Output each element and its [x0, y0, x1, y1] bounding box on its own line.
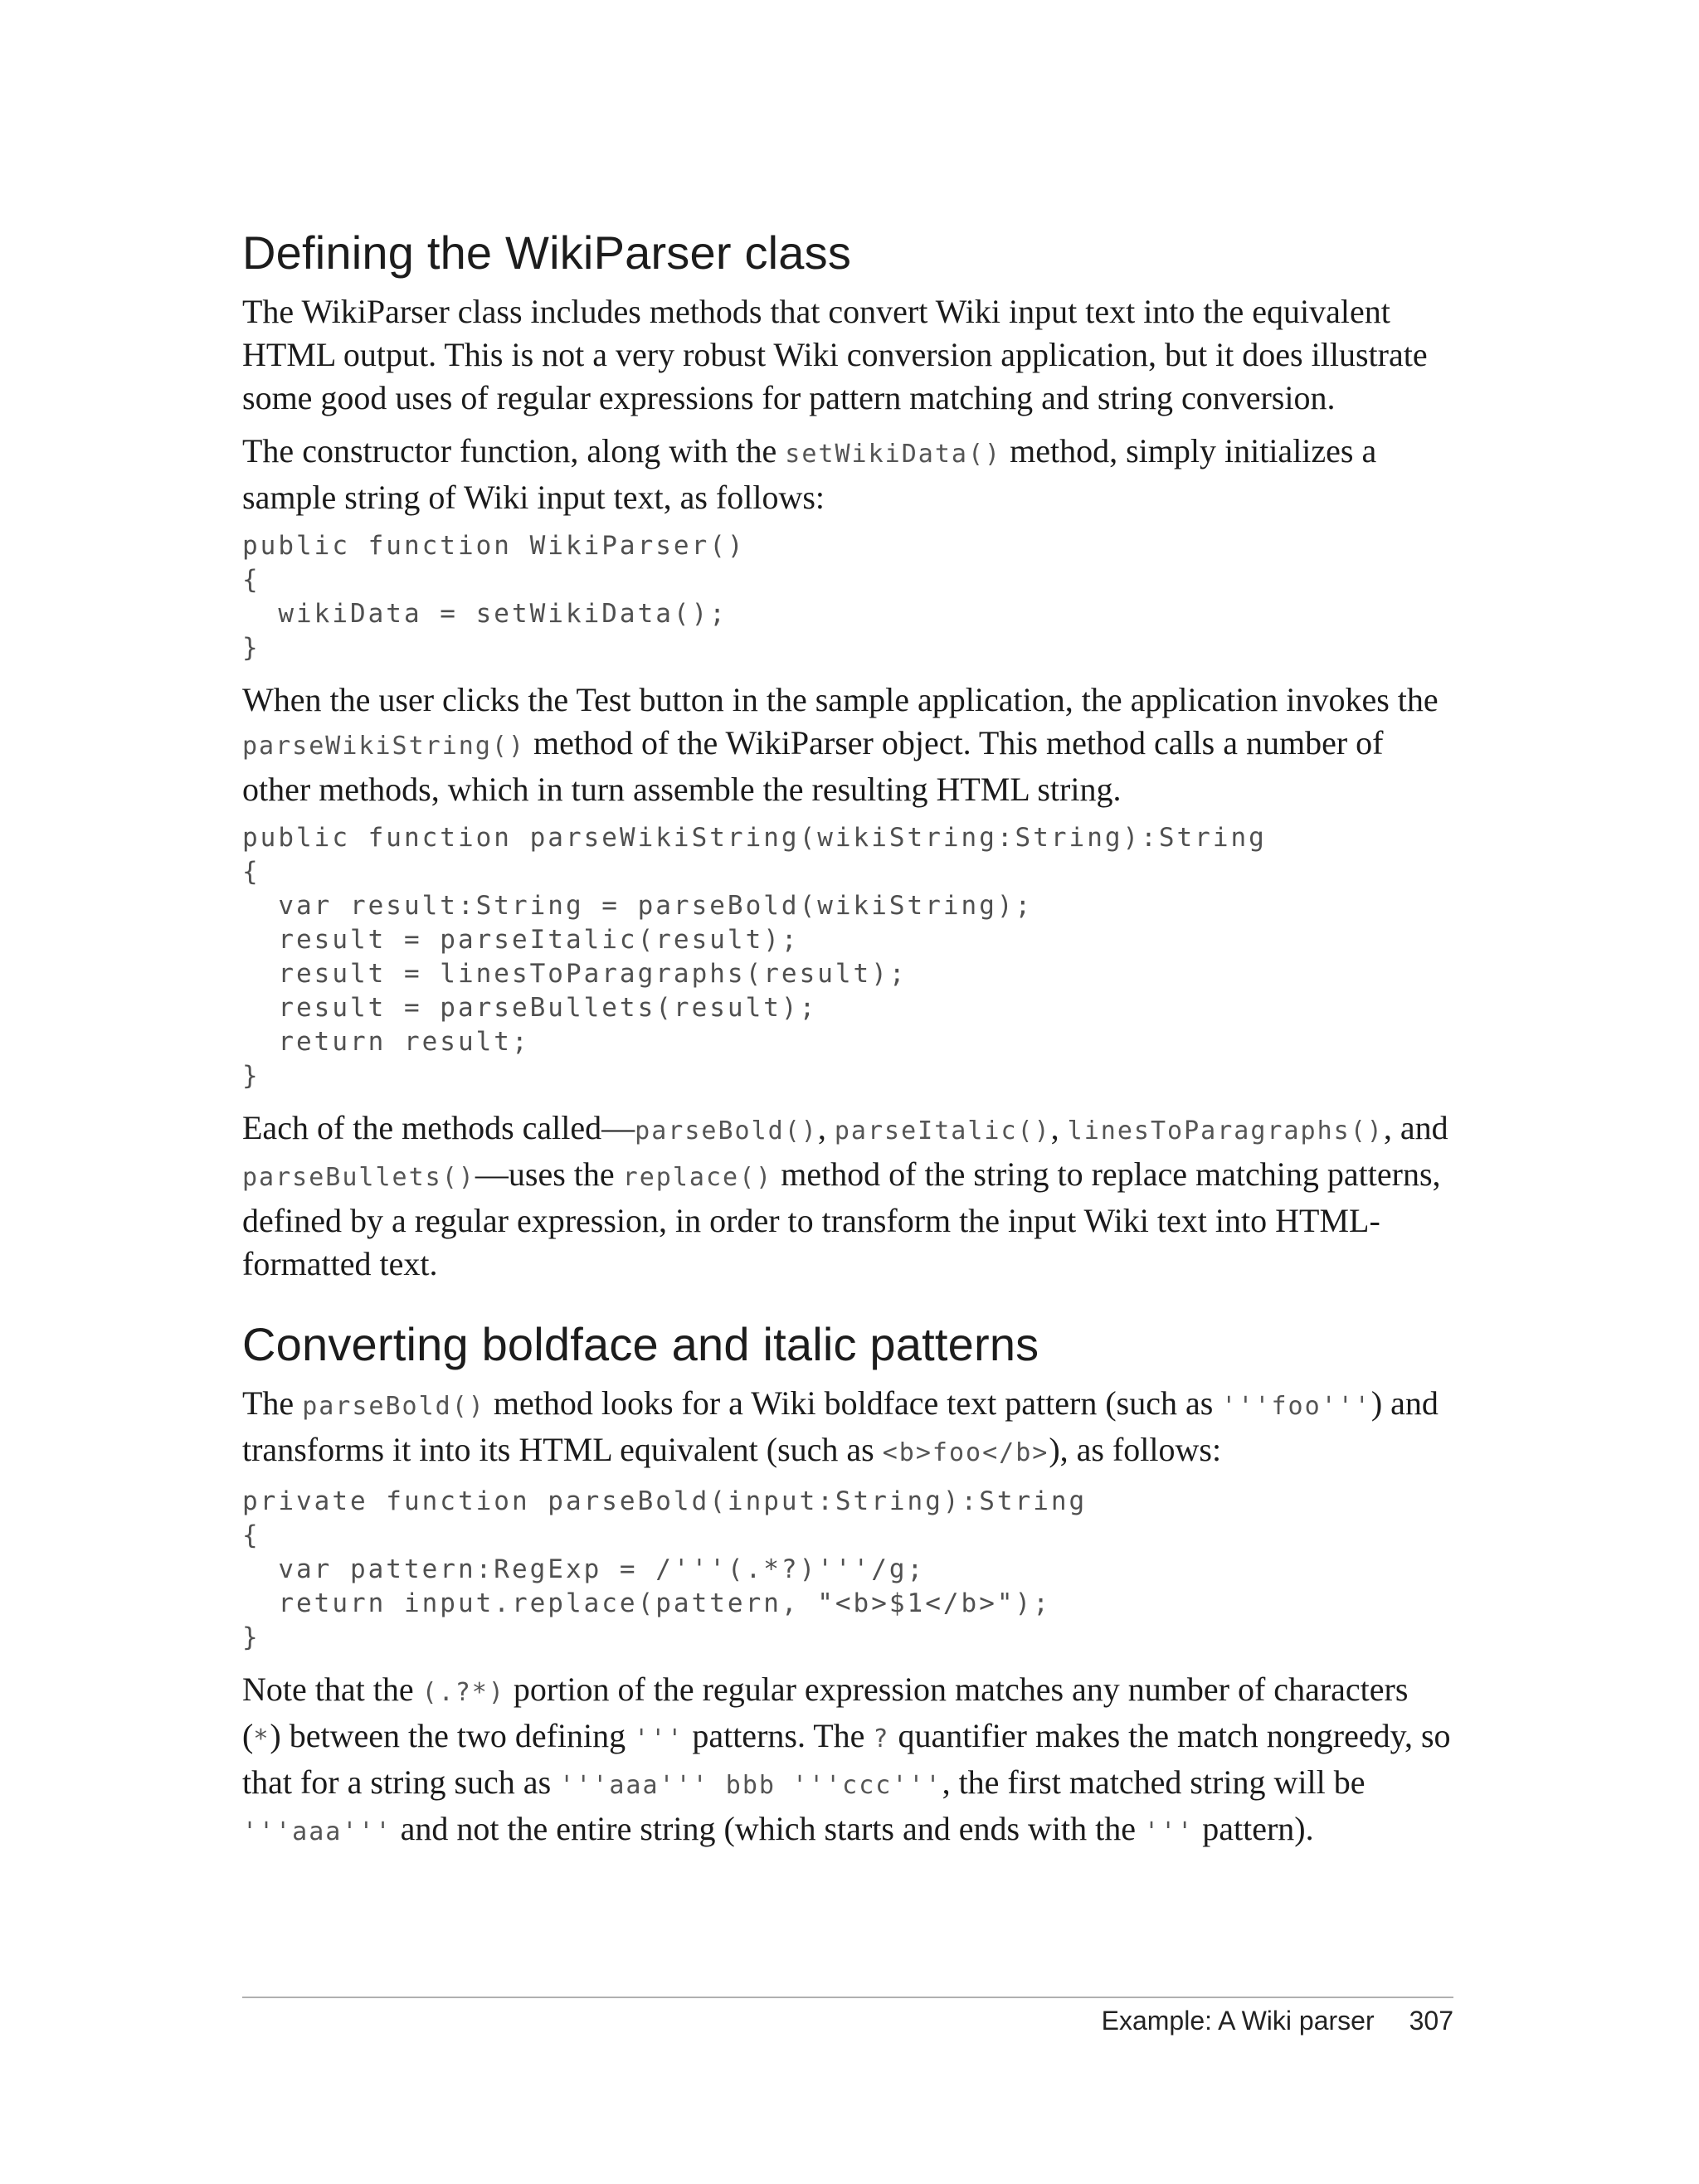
inline-code: ?: [873, 1724, 890, 1754]
inline-code: '''aaa''': [242, 1817, 392, 1846]
code-line: }: [242, 1622, 260, 1652]
inline-code: <b>foo</b>: [882, 1438, 1049, 1467]
inline-code: (.?*): [421, 1678, 505, 1707]
inline-code: '''foo''': [1221, 1392, 1371, 1421]
section-heading-defining-wikiparser: Defining the WikiParser class: [242, 226, 852, 279]
inline-code: parseBold(): [302, 1392, 485, 1421]
code-line: result = linesToParagraphs(result);: [242, 959, 908, 989]
paragraph-parsebold: The parseBold() method looks for a Wiki boldface text pattern (such as '''foo''') and transforms it into its HTML equivalent (such as <b>foo</b>), as follows:: [242, 1384, 1439, 1468]
inline-code: '''aaa''' bbb '''ccc''': [559, 1771, 942, 1800]
paragraph-methods-called: Each of the methods called—parseBold(), parseItalic(), linesToParagraphs(), and parseBullets()—uses the replace() method of the string to replace matching patterns, defined by a regular expression, in order to transform the input Wiki text into HTML-formatted text.: [242, 1109, 1448, 1282]
paragraph-test-button: When the user clicks the Test button in the sample application, the application invokes the parseWikiString() method of the WikiParser object. This method calls a number of other methods, which in turn assemble the resulting HTML string.: [242, 681, 1439, 808]
code-line: {: [242, 857, 260, 887]
inline-code: replace(): [622, 1163, 773, 1192]
code-line: }: [242, 633, 260, 663]
code-line: var pattern:RegExp = /'''(.*?)'''/g;: [242, 1554, 926, 1584]
inline-code: parseWikiString(): [242, 732, 526, 761]
inline-code: ''': [1144, 1817, 1195, 1846]
code-line: var result:String = parseBold(wikiString);: [242, 891, 1034, 921]
code-line: }: [242, 1061, 260, 1091]
code-block-parsewikistring: [242, 821, 1453, 1093]
inline-code: parseBold(): [635, 1116, 818, 1146]
code-line: {: [242, 565, 260, 595]
code-line: private function parseBold(input:String):String: [242, 1486, 1088, 1516]
code-line: result = parseBullets(result);: [242, 993, 818, 1023]
code-line: wikiData = setWikiData();: [242, 599, 728, 629]
page-content: [242, 224, 1453, 1864]
footer-divider: [242, 1997, 1453, 1998]
inline-code: linesToParagraphs(): [1067, 1116, 1384, 1146]
footer-section-title: Example: A Wiki parser: [1101, 2006, 1375, 2036]
code-line: {: [242, 1520, 260, 1550]
code-line: public function WikiParser(): [242, 531, 746, 561]
code-block-parsebold: [242, 1485, 1453, 1655]
page-footer: [1102, 2006, 1453, 2036]
inline-code: parseItalic(): [834, 1116, 1051, 1146]
page-number: 307: [1409, 2006, 1453, 2036]
inline-code: ''': [634, 1724, 684, 1754]
code-line: return result;: [242, 1027, 530, 1057]
paragraph-intro: The WikiParser class includes methods that convert Wiki input text into the equivalent HTML output. This is not a very robust Wiki conversion application, but it does illustrate some good uses of regular expressions for pattern matching and string conversion.: [242, 293, 1428, 416]
code-line: return input.replace(pattern, "<b>$1</b>");: [242, 1588, 1051, 1618]
section-heading-converting-boldface: Converting boldface and italic patterns: [242, 1318, 1039, 1370]
code-line: public function parseWikiString(wikiString:String):String: [242, 823, 1267, 853]
inline-code: parseBullets(): [242, 1163, 475, 1192]
code-block-constructor: [242, 529, 1453, 665]
code-line: result = parseItalic(result);: [242, 925, 800, 955]
paragraph-constructor: The constructor function, along with the setWikiData() method, simply initializes a sample string of Wiki input text, as follows:: [242, 432, 1377, 516]
paragraph-nongreedy-note: Note that the (.?*) portion of the regular expression matches any number of characters (*) between the two defining ''' patterns. The ? quantifier makes the match nongreedy, so that for a string such as '''aaa''' bbb '''ccc''', the first matched string will be '''aaa''' and not the entire string (which starts and ends with the ''' pattern).: [242, 1671, 1451, 1847]
inline-code: *: [253, 1724, 270, 1754]
inline-code: setWikiData(): [785, 440, 1002, 469]
